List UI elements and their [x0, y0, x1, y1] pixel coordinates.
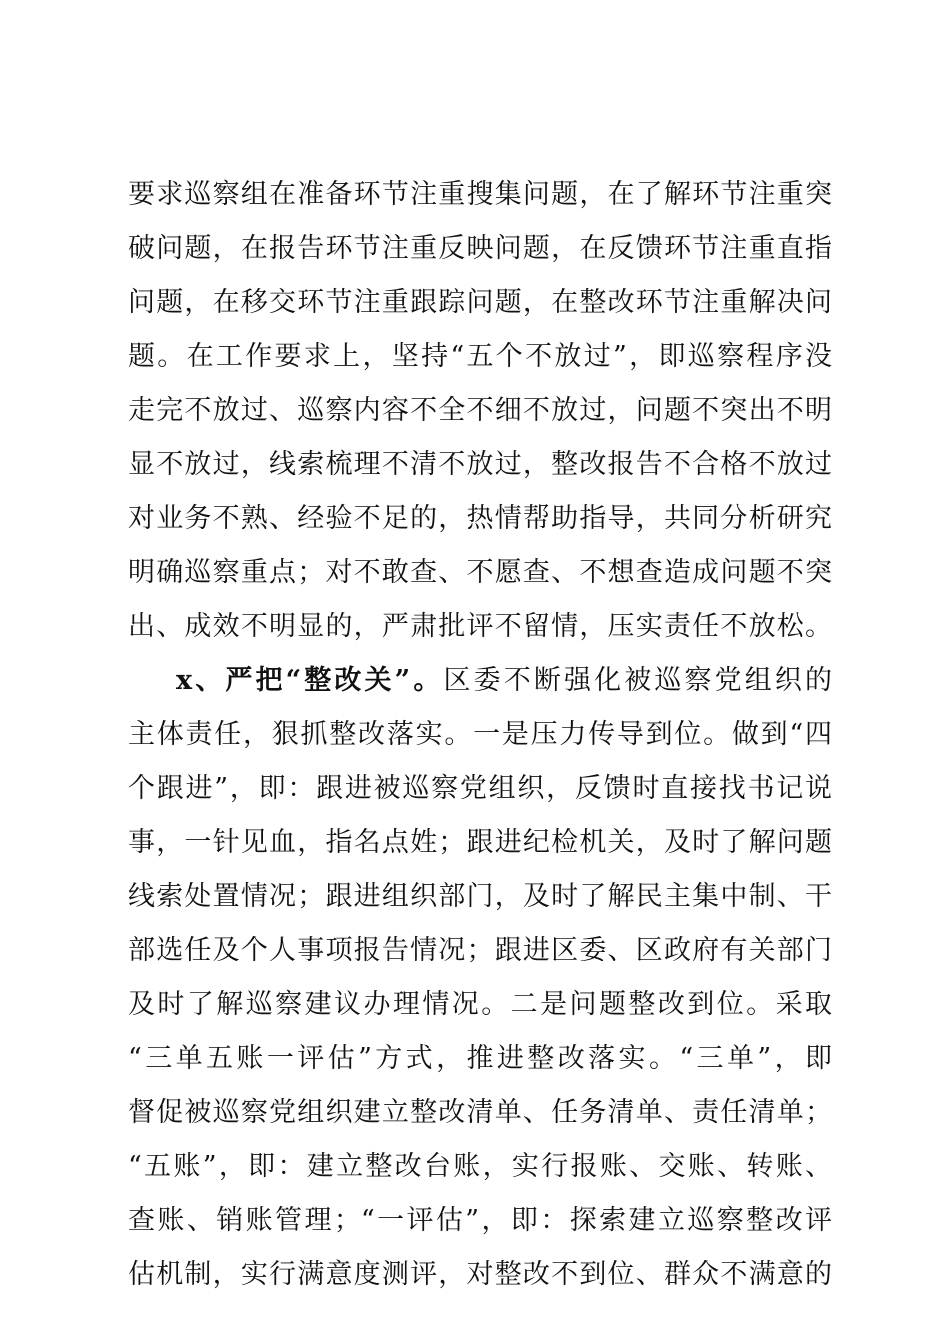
text-line: 部选任及个人事项报告情况；跟进区委、区政府有关部门: [128, 935, 832, 966]
text-line: 估机制，实行满意度测评，对整改不到位、群众不满意的: [128, 1259, 832, 1290]
text-line: 显不放过，线索梳理不清不放过，整改报告不合格不放过: [128, 449, 832, 480]
text-line: “五账”，即：建立整改台账，实行报账、交账、转账、: [128, 1151, 832, 1182]
text-line: 查账、销账管理；“一评估”，即：探索建立巡察整改评: [128, 1205, 832, 1236]
text-line: 出、成效不明显的，严肃批评不留情，压实责任不放松。: [128, 611, 832, 642]
text-line: 要求巡察组在准备环节注重搜集问题，在了解环节注重突: [128, 179, 832, 210]
text-line: 主体责任，狠抓整改落实。一是压力传导到位。做到“四: [128, 719, 832, 750]
text-line: 事，一针见血，指名点姓；跟进纪检机关，及时了解问题: [128, 827, 832, 858]
text-line: 督促被巡察党组织建立整改清单、任务清单、责任清单；: [128, 1097, 832, 1128]
section-first-line: [128, 654, 832, 708]
section-heading: x、严把“整改关”。: [176, 665, 444, 696]
text-line: 破问题，在报告环节注重反映问题，在反馈环节注重直指: [128, 233, 832, 264]
text-line: 问题，在移交环节注重跟踪问题，在整改环节注重解决问: [128, 287, 832, 318]
section-first-line-text: 区委不断强化被巡察党组织的: [443, 665, 832, 696]
text-line: 对业务不熟、经验不足的，热情帮助指导，共同分析研究: [128, 503, 832, 534]
text-line: 题。在工作要求上，坚持“五个不放过”，即巡察程序没: [128, 341, 832, 372]
text-line: “三单五账一评估”方式，推进整改落实。“三单”，即: [128, 1043, 832, 1074]
document-body: [128, 168, 832, 1302]
text-line: 个跟进”，即：跟进被巡察党组织，反馈时直接找书记说: [128, 773, 832, 804]
text-line: 明确巡察重点；对不敢查、不愿查、不想查造成问题不突: [128, 557, 832, 588]
text-line: 走完不放过、巡察内容不全不细不放过，问题不突出不明: [128, 395, 832, 426]
text-line: 及时了解巡察建议办理情况。二是问题整改到位。采取: [128, 989, 832, 1020]
text-line: 线索处置情况；跟进组织部门，及时了解民主集中制、干: [128, 881, 832, 912]
